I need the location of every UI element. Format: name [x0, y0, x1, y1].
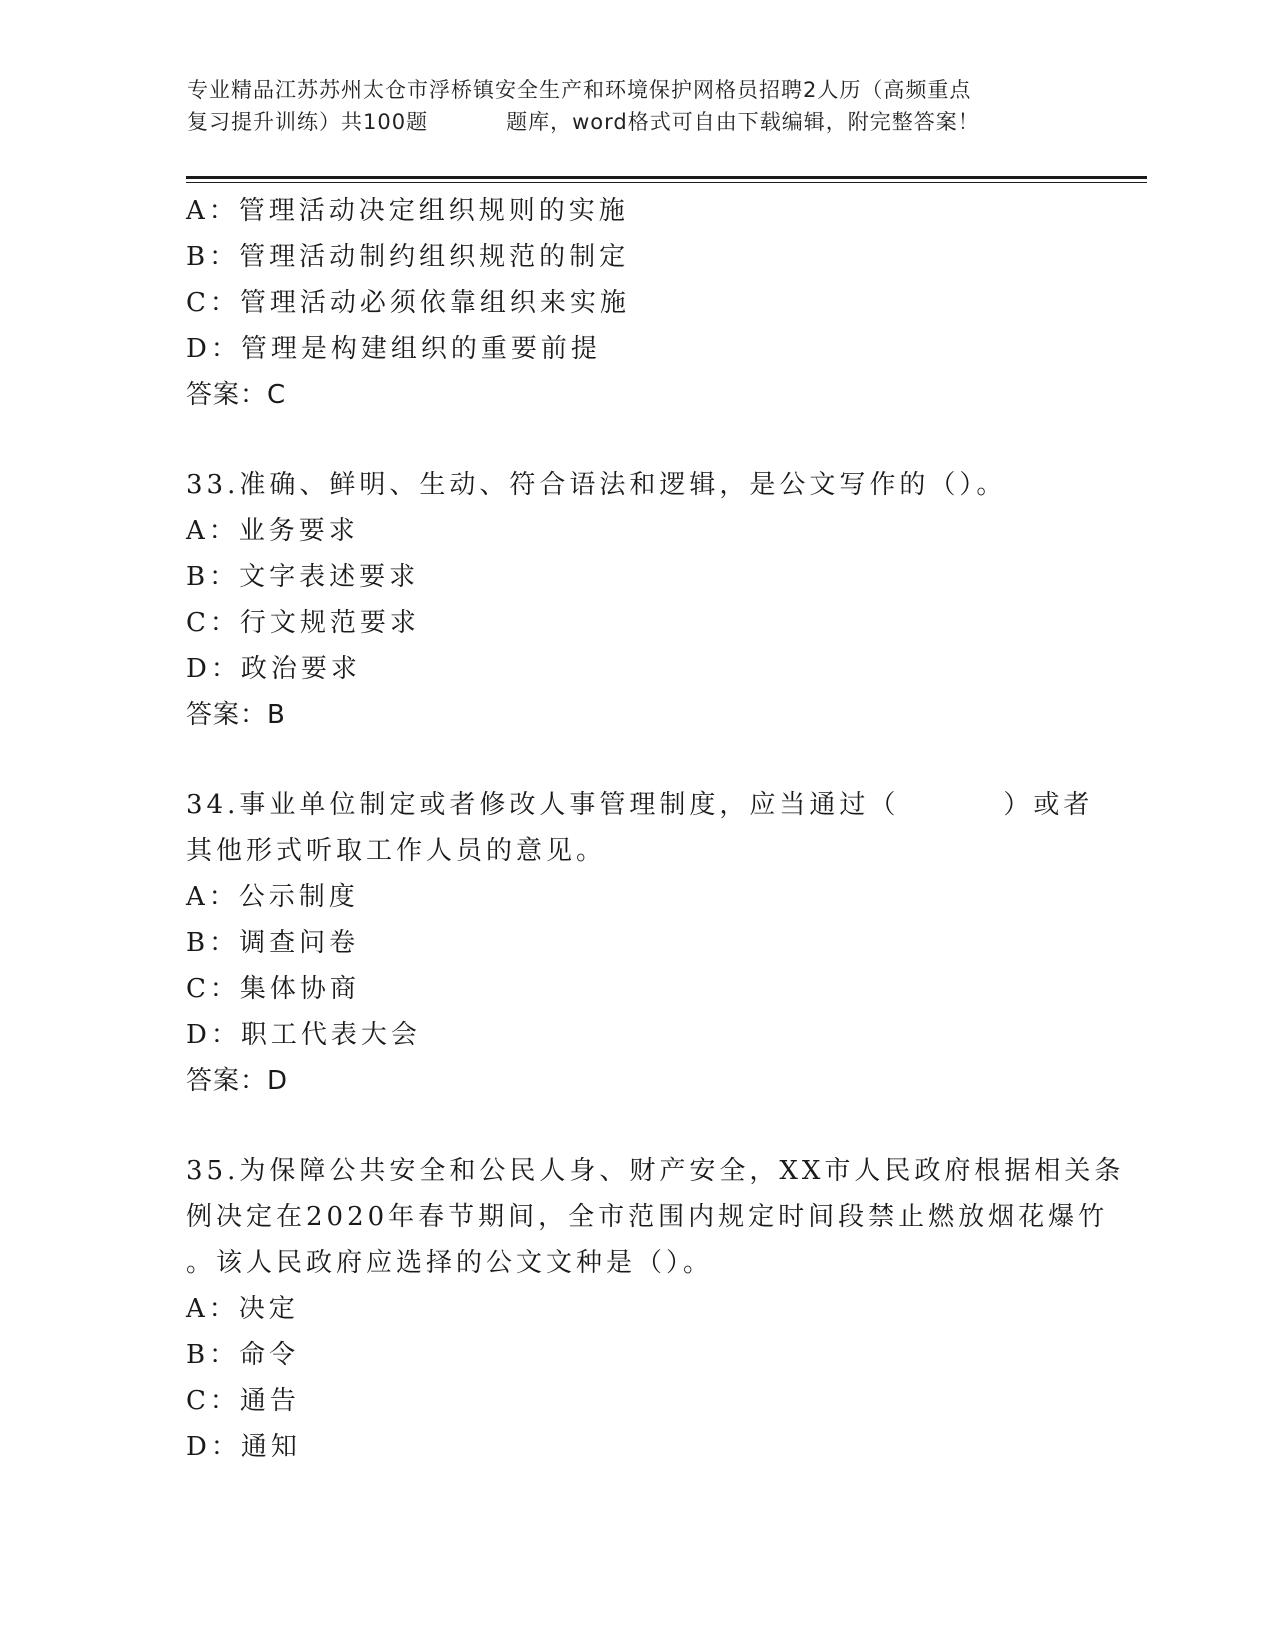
question-stem	[186, 782, 1094, 828]
option-c: C：管理活动必须依靠组织来实施	[186, 288, 630, 318]
option-b: B：管理活动制约组织规范的制定	[186, 242, 630, 272]
option-a: A：公示制度	[186, 882, 359, 912]
option-a: A：业务要求	[186, 516, 359, 546]
answer: 答案：C	[186, 380, 287, 410]
option-b: B：调查问卷	[186, 928, 360, 958]
header-line-2-part-b: 题库，word格式可自由下载编辑，附完整答案！	[506, 110, 980, 134]
header-line-1: 专业精品江苏苏州太仓市浮桥镇安全生产和环境保护网格员招聘2人历（高频重点	[187, 78, 972, 102]
question-35	[186, 1148, 1125, 1470]
page-header	[187, 74, 1087, 138]
question-32	[186, 188, 1086, 418]
option-c: C：通告	[186, 1386, 300, 1416]
question-stem-line-1: 35.为保障公共安全和公民人身、财产安全，XX市人民政府根据相关条	[186, 1156, 1125, 1186]
option-c: C：集体协商	[186, 974, 360, 1004]
question-33	[186, 462, 1086, 738]
question-stem: 33.准确、鲜明、生动、符合语法和逻辑，是公文写作的（）。	[186, 470, 1007, 500]
header-rule-thick	[186, 176, 1147, 179]
question-stem-part-b: ）或者	[1003, 790, 1094, 820]
option-a: A：决定	[186, 1294, 299, 1324]
option-d: D：通知	[186, 1432, 301, 1462]
option-d: D：政治要求	[186, 654, 361, 684]
header-line-2-part-a: 复习提升训练）共100题	[187, 110, 429, 134]
option-b: B：文字表述要求	[186, 562, 420, 592]
option-d: D：职工代表大会	[186, 1020, 421, 1050]
question-stem-part-a: 34.事业单位制定或者修改人事管理制度，应当通过（	[186, 790, 900, 820]
question-stem-line-2: 例决定在2020年春节期间，全市范围内规定时间段禁止燃放烟花爆竹	[186, 1202, 1109, 1232]
option-c: C：行文规范要求	[186, 608, 420, 638]
option-d: D：管理是构建组织的重要前提	[186, 334, 601, 364]
question-34	[186, 782, 1094, 1104]
header-rule-thin	[186, 182, 1147, 183]
option-a: A：管理活动决定组织规则的实施	[186, 196, 629, 226]
option-b: B：命令	[186, 1340, 300, 1370]
question-stem-line-2: 其他形式听取工作人员的意见。	[186, 836, 607, 866]
answer: 答案：B	[186, 700, 286, 730]
question-list	[186, 188, 1125, 1470]
question-stem-line-3: 。该人民政府应选择的公文文种是（）。	[186, 1248, 714, 1278]
header-line-2	[187, 106, 1087, 138]
answer: 答案：D	[186, 1066, 289, 1096]
